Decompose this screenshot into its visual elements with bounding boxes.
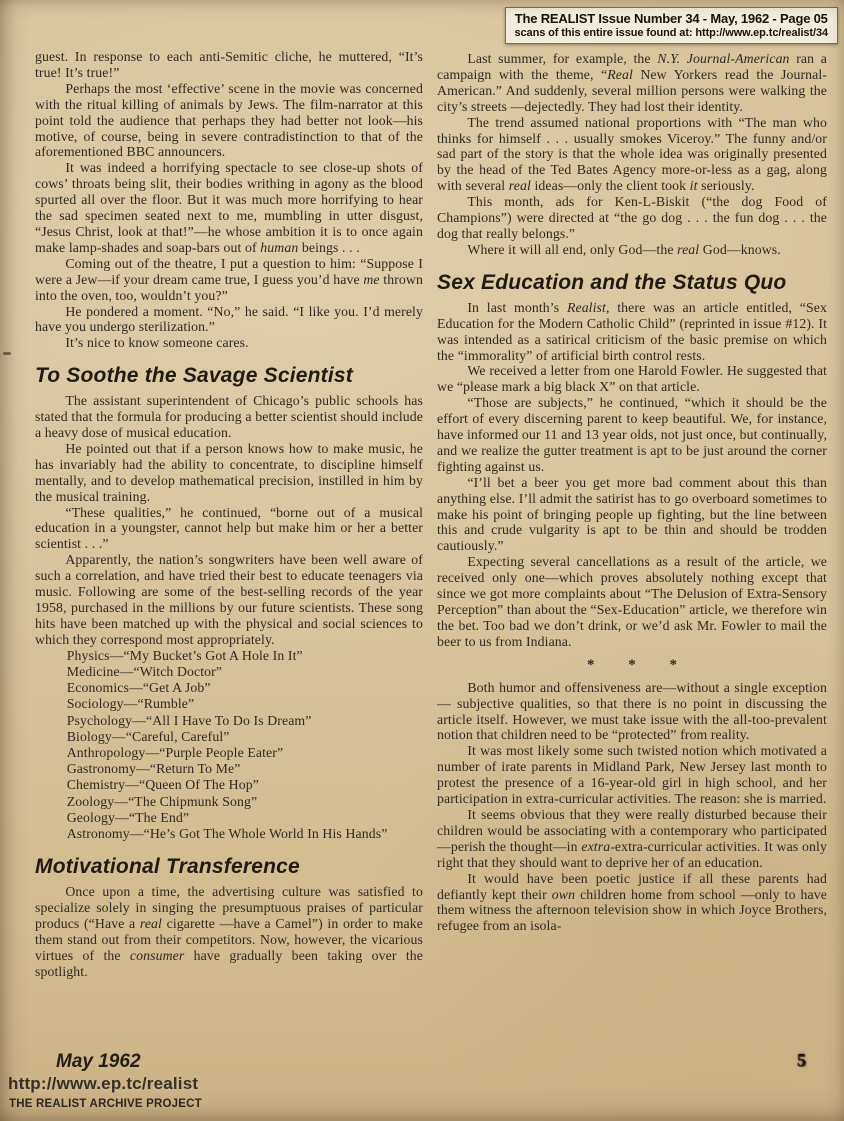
song-list-item: Anthropology—“Purple People Eater”	[66, 744, 284, 760]
paragraph: “These qualities,” he continued, “borne out of a musical education in a youngster, cannot help but make him or her a better scientist . . .”	[35, 504, 423, 552]
paragraph: Apparently, the nation’s songwriters have been well aware of such a correlation, and have tried their best to educate teenagers via music. Following are some of the best-selling records of the year 1958, purchased in the millions by our future scientists. These song hits have been matched up with the physical and social sciences to which they correspond most appropriately.	[35, 552, 423, 647]
song-list-item: Chemistry—“Queen Of The Hop”	[66, 777, 259, 793]
issue-date: May 1962	[56, 1051, 141, 1072]
section-divider: * * *	[587, 656, 677, 673]
archive-url: http://www.ep.tc/realist	[8, 1074, 199, 1093]
song-list-item: Geology—“The End”	[66, 809, 190, 825]
section-heading: To Soothe the Savage Scientist	[35, 364, 353, 388]
song-list-item: Gastronomy—“Return To Me”	[66, 761, 241, 777]
paragraph: Perhaps the most ‘effective’ scene in the movie was concerned with the ritual killing of animals by Jews. The film-narrator at this point told the audience that perhaps they had better not look—his motive, of course, being in severe contradistinction to that of the aforementioned BBC announcers.	[35, 80, 423, 160]
paragraph: In last month’s Realist, there was an article entitled, “Sex Education for the Modern Catholic Child” (reprinted in issue #12). It was intended as a satirical criticism of the basic premise on which the “immorality” of artificial birth control rests.	[437, 299, 827, 363]
song-list-item: Physics—“My Bucket’s Got A Hole In It”	[66, 647, 303, 663]
right-column	[437, 51, 827, 934]
paragraph: It was most likely some such twisted notion which motivated a number of irate parents in Midland Park, New Jersey last month to protest the presence of a 16-year-old girl in high school, and her participation in extra-curricular activities. The reason: she is married.	[437, 743, 827, 807]
paragraph: He pondered a moment. “No,” he said. “I like you. I’d merely have you undergo sterilization.”	[35, 303, 423, 335]
song-list-item: Astronomy—“He’s Got The Whole World In His Hands”	[66, 825, 388, 841]
archive-project: THE REALIST ARCHIVE PROJECT	[9, 1098, 202, 1110]
paragraph: Both humor and offensiveness are—without a single exception — subjective qualities, so that there is no point in discussing the article itself. However, we must take issue with the all-too-prevalent notion that children need to be “protected” from reality.	[437, 679, 827, 743]
paragraph: It would have been poetic justice if all these parents had defiantly kept their own children home from school —only to have them witness the afternoon television show in which Joyce Brothers, refugee from an isola-	[437, 870, 827, 934]
paragraph: He pointed out that if a person knows how to make music, he has invariably had the ability to concentrate, to discipline himself mentally, and to develop mathematical precision, instilled in him by the musical training.	[35, 440, 423, 504]
paragraph: The trend assumed national proportions with “The man who thinks for himself . . . usually smokes Viceroy.” The funny and/or sad part of the story is that the whole idea was originally presented by the head of the Ted Bates Agency more-or-less as a gag, along with several real ideas—only the client took it seriously.	[437, 114, 827, 194]
section-heading: Sex Education and the Status Quo	[437, 270, 787, 294]
paragraph: Last summer, for example, the N.Y. Journal-American ran a campaign with the theme, “Real New Yorkers read the Journal-American.” And suddenly, several million persons were walking the city’s streets —dejectedly. They had lost their identity.	[437, 51, 827, 114]
paragraph: This month, ads for Ken-L-Biskit (“the dog Food of Champions”) were directed at “the go dog . . . the fun dog . . . the dog that really belongs.”	[437, 194, 827, 241]
paragraph: The assistant superintendent of Chicago’s public schools has stated that the formula for producing a better scientist should include a heavy dose of musical education.	[35, 393, 423, 441]
song-list-item: Zoology—“The Chipmunk Song”	[66, 793, 258, 809]
paragraph: Coming out of the theatre, I put a question to him: “Suppose I were a Jew—if your dream came true, I guess you’d have me thrown into the oven, too, wouldn’t you?”	[35, 255, 423, 303]
page-number: 5	[797, 1050, 806, 1070]
paragraph: Expecting several cancellations as a result of the article, we received only one—which proves absolutely nothing except that since we got more complaints about “The Delusion of Extra-Sensory Perception” than about the “Sex-Education” article, we therefore win the bet. Too bad we don’t drink, or we’d ask Mr. Fowler to mail the beer to us from Indiana.	[437, 554, 827, 649]
paragraph: “I’ll bet a beer you get more bad comment about this than anything else. I’ll admit the satirist has to go overboard sometimes to make his point of bringing people up fighting, but the line between this and crude vulgarity is apt to be thin and should be trodden cautiously.”	[437, 474, 827, 554]
paragraph: Where it will all end, only God—the real God—knows.	[467, 241, 781, 257]
song-list-item: Biology—“Careful, Careful”	[66, 728, 230, 744]
section-heading: Motivational Transference	[35, 855, 300, 879]
header-line-1: The REALIST Issue Number 34 - May, 1962 - Page 05	[514, 11, 828, 26]
scan-header-label	[505, 7, 838, 44]
ink-smudge	[3, 352, 11, 355]
paragraph: It’s nice to know someone cares.	[65, 335, 249, 351]
paragraph: “Those are subjects,” he continued, “which it should be the effort of every discerning parent to keep beautiful. We, for instance, have informed our 11 and 13 year olds, not just once, but continually, and we realize the gutter treatment is apt to be just around the corner fighting against us.	[437, 395, 827, 474]
paragraph: guest. In response to each anti-Semitic cliche, he muttered, “It’s true! It’s true!”	[35, 49, 423, 80]
header-line-2: scans of this entire issue found at: http://www.ep.tc/realist/34	[514, 27, 828, 39]
paragraph: It seems obvious that they were really disturbed because their children would be associating with a contemporary who participated—perish the thought—in extra-extra-curricular activities. It was only right that they should want to deprive her of an education.	[437, 806, 827, 870]
left-column	[35, 49, 423, 980]
song-list-item: Psychology—“All I Have To Do Is Dream”	[66, 712, 312, 728]
paragraph: It was indeed a horrifying spectacle to see close-up shots of cows’ throats being slit, their bodies writhing in agony as the blood spurted all over the floor. But it was much more horrifying to hear the sad specimen seated next to me, mumbling in utter disgust, “Jesus Christ, look at that!”—he whose ambition it is to once again make lamp-shades and soap-bars out of human beings . . .	[35, 160, 423, 255]
song-list-item: Medicine—“Witch Doctor”	[66, 663, 223, 679]
paragraph: We received a letter from one Harold Fowler. He suggested that we “please mark a big black X” on that article.	[437, 363, 827, 395]
song-list-item: Economics—“Get A Job”	[66, 680, 211, 696]
song-list-item: Sociology—“Rumble”	[66, 696, 195, 712]
paragraph: Once upon a time, the advertising culture was satisfied to specialize solely in singing the presumptuous praises of particular producs (“Have a real cigarette —have a Camel”) in order to make them stand out from their competitors. Now, however, the vicarious virtues of the consumer have gradually been taking over the spotlight.	[35, 884, 424, 979]
